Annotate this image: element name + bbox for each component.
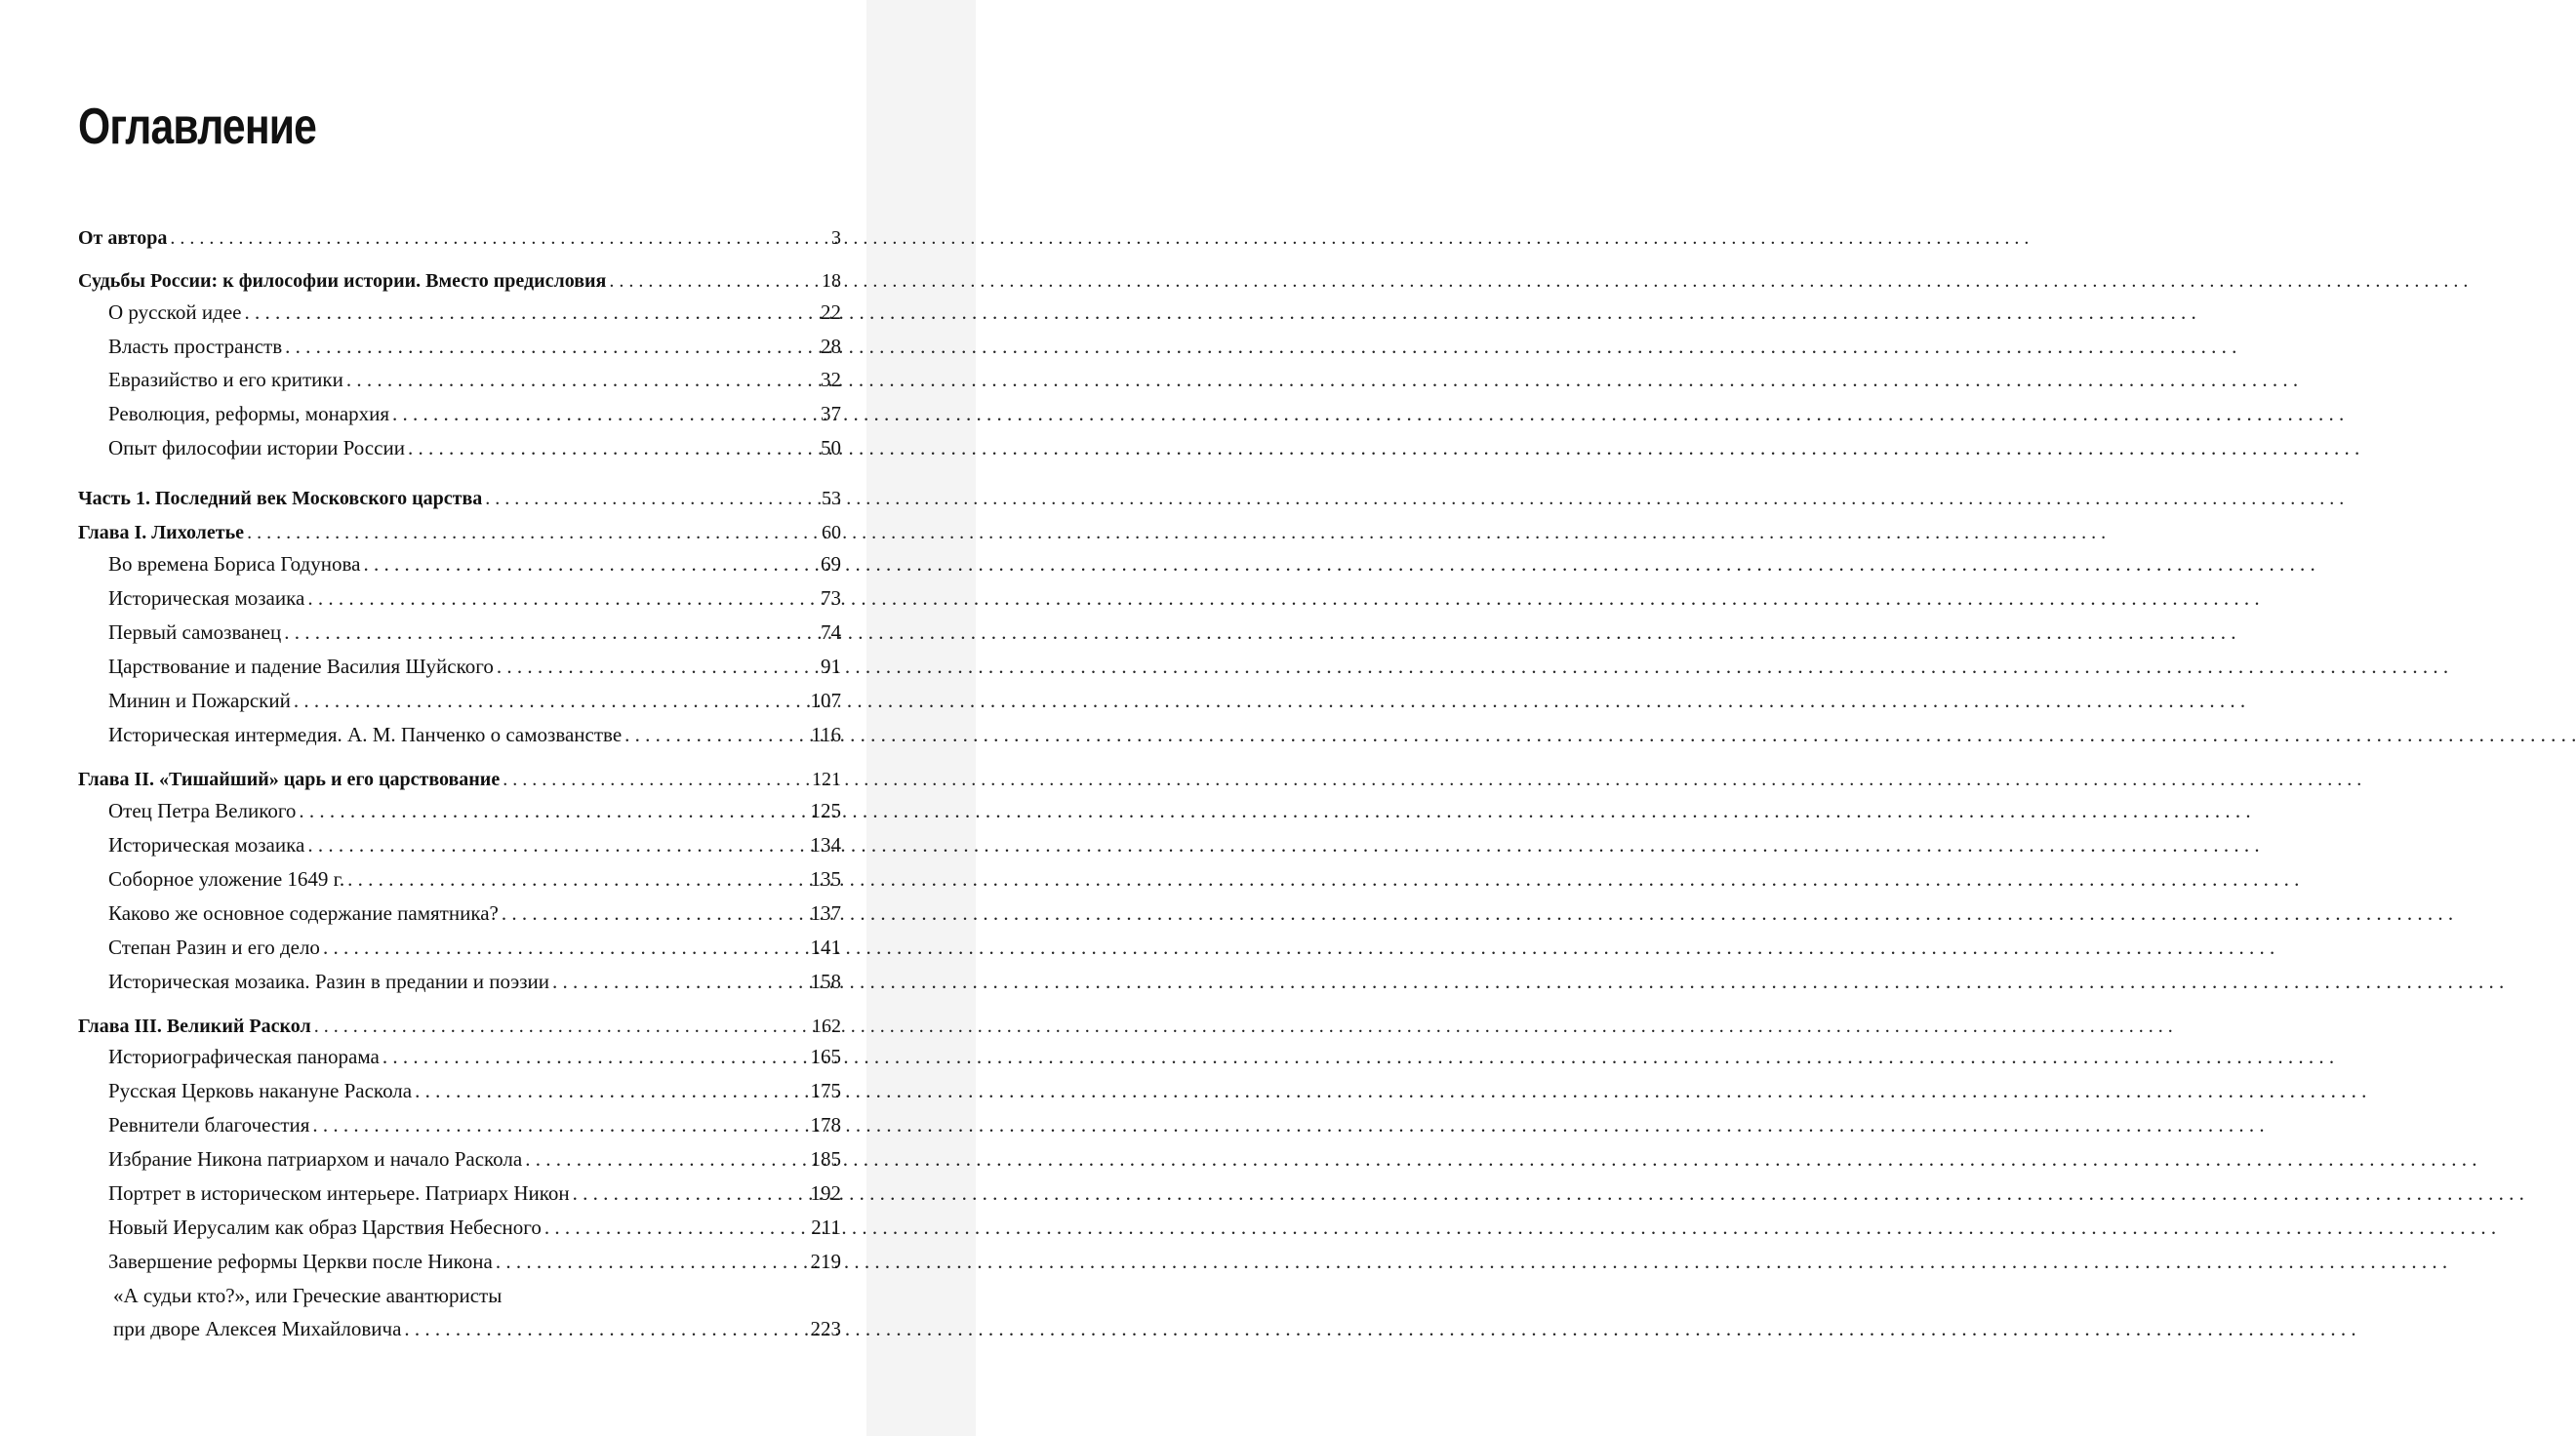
- toc-leader-dots: [497, 651, 818, 682]
- toc-entry-page: 137: [810, 901, 841, 925]
- toc-leader-dots: [392, 398, 818, 429]
- toc-leader-dots: [544, 1212, 808, 1243]
- toc-entry-title: Во времена Бориса Годунова: [108, 552, 361, 576]
- toc-leader-dots: [502, 898, 808, 929]
- toc-entry-page: 121: [812, 769, 841, 790]
- toc-leader-dots: [624, 719, 808, 750]
- toc-entry[interactable]: [0, 548, 976, 579]
- toc-entry[interactable]: [0, 617, 976, 648]
- toc-entry[interactable]: [0, 1011, 976, 1042]
- toc-entry[interactable]: [0, 265, 976, 297]
- toc-leader-dots: [247, 517, 819, 548]
- toc-entry-page: 60: [822, 522, 841, 543]
- toc-leader-dots: [525, 1143, 807, 1175]
- toc-entry-title: Портрет в историческом интерьере. Патриарх Никон: [108, 1181, 570, 1205]
- toc-entry-title: Отец Петра Великого: [108, 799, 297, 822]
- toc-entry-page: 91: [821, 655, 841, 678]
- toc-entry-page: 18: [822, 270, 841, 292]
- toc-leader-dots: [404, 1313, 807, 1344]
- toc-entry-title: Избрание Никона патриархом и начало Раскола: [108, 1147, 523, 1171]
- toc-entry[interactable]: [0, 863, 976, 895]
- toc-entry[interactable]: [0, 364, 976, 395]
- toc-entry[interactable]: [0, 1143, 976, 1175]
- toc-entry-page: 28: [821, 335, 841, 358]
- toc-entry-page: 73: [821, 586, 841, 610]
- toc-entry-page: 158: [810, 970, 841, 993]
- toc-entry-page: 134: [810, 833, 841, 857]
- toc-entry-title: Русская Церковь накануне Раскола: [108, 1079, 413, 1102]
- toc-entry-title-first-line: «А судьи кто?», или Греческие авантюристы: [113, 1284, 503, 1307]
- toc-leader-dots: [552, 966, 807, 997]
- toc-leader-dots: [312, 1109, 807, 1140]
- toc-entry-page: 116: [811, 723, 841, 746]
- toc-entry-title: Ревнители благочестия: [108, 1113, 310, 1137]
- toc-entry-page: 37: [821, 402, 841, 425]
- toc-leader-dots: [307, 829, 807, 860]
- toc-entry-title: Историческая мозаика: [108, 586, 305, 610]
- toc-leader-dots: [496, 1246, 808, 1277]
- toc-entry-title: Евразийство и его критики: [108, 368, 343, 391]
- toc-entry-title: Судьбы России: к философии истории. Вместо предисловия: [78, 270, 607, 292]
- toc-entry-title: Глава I. Лихолетье: [78, 522, 245, 543]
- toc-entry-title: Минин и Пожарский: [108, 689, 291, 712]
- toc-leader-dots: [285, 331, 818, 362]
- toc-entry-page: 162: [812, 1016, 841, 1037]
- toc-entry[interactable]: [0, 483, 976, 514]
- toc-entry-page: 50: [821, 436, 841, 459]
- toc-entry[interactable]: [0, 1177, 976, 1209]
- toc-leader-dots: [307, 582, 818, 614]
- toc-entry-page: 125: [810, 799, 841, 822]
- toc-entry[interactable]: [0, 829, 976, 860]
- toc-entry[interactable]: [0, 898, 976, 929]
- toc-entry[interactable]: [0, 331, 976, 362]
- toc-entry-title: Историческая мозаика. Разин в предании и поэзии: [108, 970, 550, 993]
- toc-entry[interactable]: [0, 222, 976, 254]
- toc-entry-page: 141: [810, 936, 841, 959]
- toc-leader-dots: [170, 222, 828, 254]
- toc-leader-dots: [485, 483, 819, 514]
- toc-leader-dots: [284, 617, 818, 648]
- toc-entry-page: 185: [810, 1147, 841, 1171]
- toc-entry-title: Часть 1. Последний век Московского царства: [78, 488, 483, 509]
- toc-entry[interactable]: [0, 966, 976, 997]
- toc-leader-dots: [609, 265, 819, 297]
- toc-leader-dots: [323, 932, 808, 963]
- toc-entry-page: 74: [821, 620, 841, 644]
- toc-entry[interactable]: [0, 1284, 976, 1344]
- toc-entry-title: Историческая интермедия. А. М. Панченко о самозванстве: [108, 723, 623, 746]
- toc-entry-page: 192: [810, 1181, 841, 1205]
- toc-entry-title: Революция, реформы, монархия: [108, 402, 390, 425]
- toc-leader-dots: [294, 685, 808, 716]
- toc-entry-page: 3: [831, 227, 841, 249]
- toc-entry-title: при дворе Алексея Михайловича: [113, 1317, 402, 1340]
- toc-entry-page: 178: [810, 1113, 841, 1137]
- toc-entry-title: Глава III. Великий Раскол: [78, 1016, 311, 1037]
- toc-entry-page: 32: [821, 368, 841, 391]
- toc-entry-title: О русской идее: [108, 300, 242, 324]
- toc-entry[interactable]: [0, 795, 976, 826]
- toc-entry[interactable]: [0, 398, 976, 429]
- toc-entry-title: Царствование и падение Василия Шуйского: [108, 655, 494, 678]
- toc-leader-dots: [382, 1041, 808, 1072]
- toc-entry[interactable]: [0, 719, 976, 750]
- toc-entry-title: Завершение реформы Церкви после Никона: [108, 1250, 493, 1273]
- toc-entry[interactable]: [0, 1212, 976, 1243]
- toc-leader-dots: [299, 795, 807, 826]
- toc-entry[interactable]: [0, 517, 976, 548]
- toc-entry-page: 69: [821, 552, 841, 576]
- toc-entry-title: Первый самозванец: [108, 620, 282, 644]
- toc-entry-page: 223: [810, 1317, 841, 1340]
- toc-entry-page: 219: [810, 1250, 841, 1273]
- toc-leader-dots: [415, 1075, 807, 1106]
- toc-leader-dots: [503, 764, 809, 795]
- toc-entry[interactable]: [0, 432, 976, 463]
- toc-leader-dots: [346, 364, 818, 395]
- toc-entry[interactable]: [0, 651, 976, 682]
- toc-entry-page: 53: [822, 488, 841, 509]
- toc-entry[interactable]: [0, 297, 976, 328]
- toc-entry-page: 165: [810, 1045, 841, 1068]
- toc-entry-title: Историческая мозаика: [108, 833, 305, 857]
- toc-entry[interactable]: [0, 1246, 976, 1277]
- toc-entry-title: Историографическая панорама: [108, 1045, 380, 1068]
- toc-entry[interactable]: [0, 685, 976, 716]
- toc-leader-dots: [347, 863, 807, 895]
- toc-entry-title: Новый Иерусалим как образ Царствия Небесного: [108, 1216, 542, 1239]
- toc-entry[interactable]: [0, 1075, 976, 1106]
- toc-entry-title: Каково же основное содержание памятника?: [108, 901, 499, 925]
- toc-entry-title: Соборное уложение 1649 г.: [108, 867, 345, 891]
- toc-entry[interactable]: [0, 1109, 976, 1140]
- toc-entry[interactable]: [0, 932, 976, 963]
- toc-leader-dots: [244, 297, 818, 328]
- toc-entry-page: 175: [810, 1079, 841, 1102]
- toc-entry-page: 107: [810, 689, 841, 712]
- toc-entry-page: 22: [821, 300, 841, 324]
- toc-entry-title: Глава II. «Тишайший» царь и его царствование: [78, 769, 501, 790]
- toc-entry-title: Власть пространств: [108, 335, 283, 358]
- toc-leader-dots: [363, 548, 818, 579]
- toc-leader-dots: [314, 1011, 809, 1042]
- toc-entry[interactable]: [0, 1041, 976, 1072]
- toc-leader-dots: [573, 1177, 808, 1209]
- toc-leader-dots: [408, 432, 818, 463]
- toc-entry-page: 135: [810, 867, 841, 891]
- toc-entry-title: Степан Разин и его дело: [108, 936, 320, 959]
- toc-entry-title: Опыт философии истории России: [108, 436, 405, 459]
- toc-entry-title: От автора: [78, 227, 168, 249]
- table-of-contents: [0, 0, 976, 1436]
- toc-entry[interactable]: [0, 764, 976, 795]
- toc-entry-page: 211: [811, 1216, 841, 1239]
- toc-entry[interactable]: [0, 582, 976, 614]
- page-title: Оглавление: [78, 99, 317, 155]
